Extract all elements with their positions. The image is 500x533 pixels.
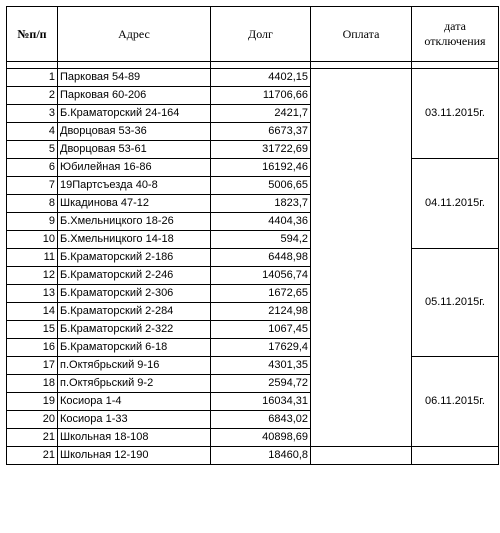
table-row (7, 249, 499, 267)
row-number: 14 (7, 303, 58, 321)
row-payment (311, 447, 412, 465)
header-payment: Оплата (311, 7, 412, 62)
row-number: 18 (7, 375, 58, 393)
row-payment (311, 411, 412, 429)
table-body (7, 62, 499, 465)
row-payment (311, 249, 412, 267)
spacer-row (7, 62, 499, 69)
disconnect-date: 04.11.2015г. (412, 159, 499, 249)
row-debt: 2594,72 (211, 375, 311, 393)
row-number: 4 (7, 123, 58, 141)
row-payment (311, 285, 412, 303)
row-debt: 6673,37 (211, 123, 311, 141)
row-number: 8 (7, 195, 58, 213)
disconnect-date: 06.11.2015г. (412, 357, 499, 447)
row-address: Школьная 18-108 (58, 429, 211, 447)
disconnect-date: 05.11.2015г. (412, 249, 499, 357)
row-debt: 6448,98 (211, 249, 311, 267)
row-debt: 4404,36 (211, 213, 311, 231)
row-debt: 2124,98 (211, 303, 311, 321)
row-payment (311, 195, 412, 213)
row-payment (311, 123, 412, 141)
row-debt: 16192,46 (211, 159, 311, 177)
row-debt: 1823,7 (211, 195, 311, 213)
row-number: 21 (7, 429, 58, 447)
row-address: Дворцовая 53-36 (58, 123, 211, 141)
row-debt: 1672,65 (211, 285, 311, 303)
row-number: 7 (7, 177, 58, 195)
row-payment (311, 87, 412, 105)
row-address: Косиора 1-4 (58, 393, 211, 411)
row-address: Б.Хмельницкого 14-18 (58, 231, 211, 249)
header-row (7, 7, 499, 62)
row-payment (311, 105, 412, 123)
row-debt: 16034,31 (211, 393, 311, 411)
row-payment (311, 141, 412, 159)
row-payment (311, 231, 412, 249)
table-row (7, 357, 499, 375)
row-number: 19 (7, 393, 58, 411)
row-address: Б.Краматорский 2-322 (58, 321, 211, 339)
row-debt: 17629,4 (211, 339, 311, 357)
row-address: Б.Хмельницкого 18-26 (58, 213, 211, 231)
row-payment (311, 303, 412, 321)
row-address: Косиора 1-33 (58, 411, 211, 429)
row-debt: 18460,8 (211, 447, 311, 465)
row-debt: 31722,69 (211, 141, 311, 159)
row-number: 17 (7, 357, 58, 375)
row-number: 6 (7, 159, 58, 177)
header-debt: Долг (211, 7, 311, 62)
row-address: Б.Краматорский 24-164 (58, 105, 211, 123)
row-address: 19Партсъезда 40-8 (58, 177, 211, 195)
row-address: Б.Краматорский 2-186 (58, 249, 211, 267)
row-address: Б.Краматорский 6-18 (58, 339, 211, 357)
row-payment (311, 357, 412, 375)
row-debt: 14056,74 (211, 267, 311, 285)
header-address: Адрес (58, 7, 211, 62)
row-number: 1 (7, 69, 58, 87)
row-number: 13 (7, 285, 58, 303)
debt-table (6, 6, 499, 465)
row-payment (311, 213, 412, 231)
row-payment (311, 177, 412, 195)
row-address: п.Октябрьский 9-16 (58, 357, 211, 375)
disconnect-date: 03.11.2015г. (412, 69, 499, 159)
row-number: 2 (7, 87, 58, 105)
row-address: Юбилейная 16-86 (58, 159, 211, 177)
row-address: Шкадинова 47-12 (58, 195, 211, 213)
row-date-empty (412, 447, 499, 465)
row-number: 5 (7, 141, 58, 159)
header-num: №п/п (7, 7, 58, 62)
row-number: 21 (7, 447, 58, 465)
row-debt: 4301,35 (211, 357, 311, 375)
table-row (7, 159, 499, 177)
row-number: 3 (7, 105, 58, 123)
row-payment (311, 339, 412, 357)
row-address: Дворцовая 53-61 (58, 141, 211, 159)
row-address: Б.Краматорский 2-284 (58, 303, 211, 321)
row-payment (311, 321, 412, 339)
row-payment (311, 429, 412, 447)
row-payment (311, 393, 412, 411)
table-row (7, 447, 499, 465)
row-debt: 6843,02 (211, 411, 311, 429)
row-payment (311, 159, 412, 177)
row-debt: 1067,45 (211, 321, 311, 339)
row-address: Парковая 54-89 (58, 69, 211, 87)
row-number: 10 (7, 231, 58, 249)
header-date: дата отключения (412, 7, 499, 62)
row-debt: 5006,65 (211, 177, 311, 195)
row-address: Б.Краматорский 2-246 (58, 267, 211, 285)
row-number: 9 (7, 213, 58, 231)
row-debt: 11706,66 (211, 87, 311, 105)
row-payment (311, 267, 412, 285)
row-address: п.Октябрьский 9-2 (58, 375, 211, 393)
row-debt: 2421,7 (211, 105, 311, 123)
row-number: 16 (7, 339, 58, 357)
row-number: 11 (7, 249, 58, 267)
row-address: Школьная 12-190 (58, 447, 211, 465)
row-number: 12 (7, 267, 58, 285)
table-row (7, 69, 499, 87)
row-payment (311, 375, 412, 393)
row-debt: 40898,69 (211, 429, 311, 447)
row-number: 15 (7, 321, 58, 339)
row-debt: 594,2 (211, 231, 311, 249)
row-number: 20 (7, 411, 58, 429)
row-address: Б.Краматорский 2-306 (58, 285, 211, 303)
row-payment (311, 69, 412, 87)
row-debt: 4402,15 (211, 69, 311, 87)
row-address: Парковая 60-206 (58, 87, 211, 105)
